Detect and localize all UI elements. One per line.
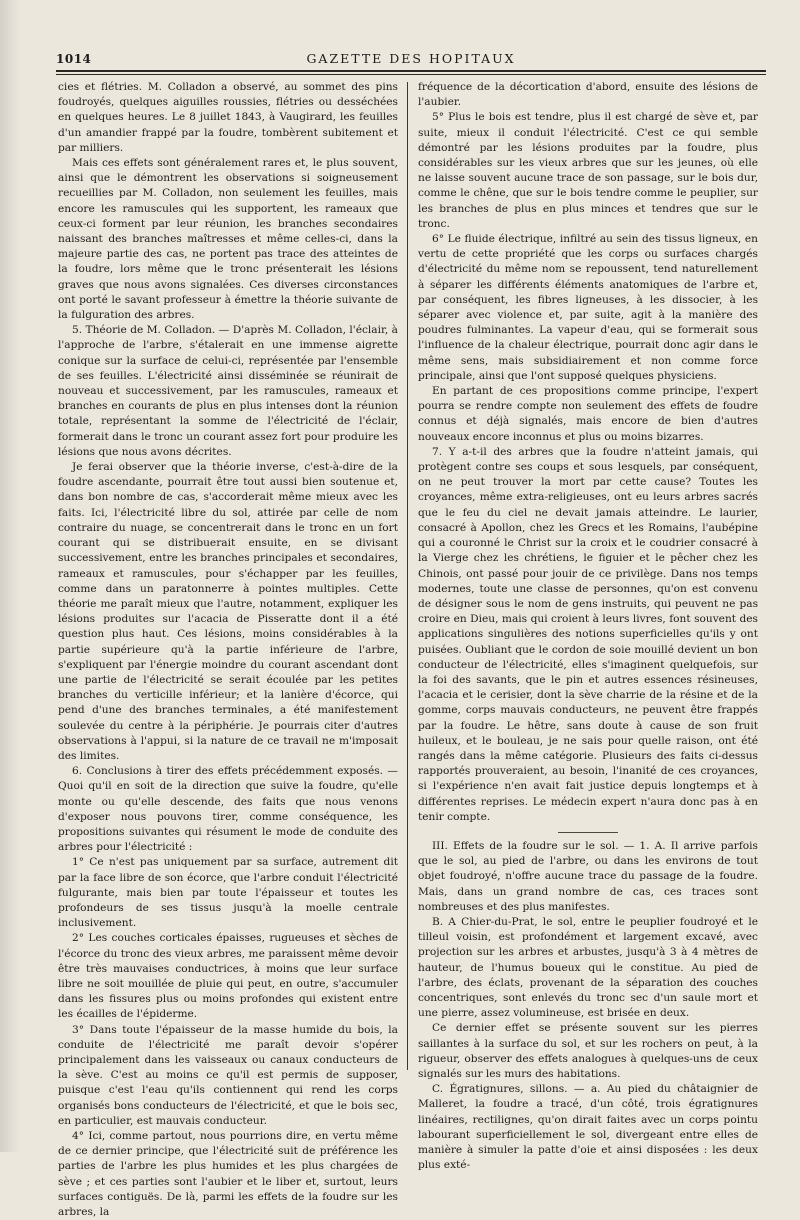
paragraph: Ce dernier effet se présente souvent sur les pierres saillantes à la surface du sol, et sur les rochers on peut, à la rigueur, observer des effets analogues à quelques-uns de ceux signalés sur les murs des habitations. bbox=[418, 1022, 758, 1080]
paragraph: 1° Ce n'est pas uniquement par sa surface, autrement dit par la face libre de son écorce, que l'arbre conduit l'électricité fulgurante, mais bien par toute l'épaisseur et toutes les profondeurs de ses tissus jusqu'à la moelle centrale inclusivement. bbox=[58, 856, 398, 930]
paragraph: 2° Les couches corticales épaisses, rugueuses et sèches de l'écorce du tronc des vieux arbres, me paraissent même devoir être très mauvaises conductrices, à moins que leur surface libre ne soit mouillée de pluie qui peut, en outre, s'accumuler dans les fissures plus ou moins profondes qui existent entre les écailles de l'épiderme. bbox=[58, 932, 398, 1021]
paragraph: 3° Dans toute l'épaisseur de la masse humide du bois, la conduite de l'électricité me paraît devoir s'opérer principalement dans les vaisseaux ou canaux conducteurs de la sève. C'est au moins ce qu'il est permis de supposer, puisque c'est l'eau qu'ils contiennent qui rend les corps organisés bons conducteurs de l'électricité, et que le bois sec, en particulier, est mauvais conducteur. bbox=[58, 1023, 398, 1127]
column-divider bbox=[407, 82, 408, 1070]
paragraph: Mais ces effets sont généralement rares et, le plus souvent, ainsi que le démontrent les observations si soigneusement recueillies par M. Colladon, non seulement les feuilles, mais encore les ramuscules qui les supportent, les rameaux que ceux-ci forment par leur réunion, les branches secondaires naissant des branches maîtresses et même celles-ci, dans la majeure partie des cas, ne portent pas trace des atteintes de la foudre, lors même que le tronc présenterait les lésions graves que nous avons signalées. Ces diverses circonstances ont porté le savant professeur à émettre la théorie suivante de la fulguration des arbres. bbox=[58, 157, 398, 322]
page-header bbox=[56, 44, 766, 66]
paragraph: 5. Théorie de M. Colladon. — D'après M. Colladon, l'éclair, à l'approche de l'arbre, s'étalerait en une immense aigrette conique sur la surface de celui-ci, représentée par l'ensemble de ses feuilles. L'électricité ainsi disséminée se réunirait de nouveau et successivement, par les ramuscules, rameaux et branches en courants de plus en plus intenses dont la réunion totale, représentant la somme de l'électricité de l'éclair, formerait dans le tronc un courant assez fort pour produire les lésions que nous avons décrites. bbox=[58, 324, 398, 458]
header-rule-thin bbox=[56, 74, 766, 75]
left-column bbox=[58, 80, 398, 1219]
paragraph: III. Effets de la foudre sur le sol. — 1. A. Il arrive parfois que le sol, au pied de l'arbre, ou dans les environs de tout objet foudroyé, n'offre aucune trace du passage de la foudre. Mais, dans un grand nombre de cas, ces traces sont nombreuses et des plus manifestes. bbox=[418, 839, 758, 913]
paragraph: 6. Conclusions à tirer des effets précédemment exposés. — Quoi qu'il en soit de la direction que suive la foudre, qu'elle monte ou qu'elle descende, des faits que nous venons d'exposer nous pouvons tirer, comme conséquence, les propositions suivantes qui résument le mode de conduite des arbres pour l'électricité : bbox=[58, 765, 398, 854]
paragraph: Je ferai observer que la théorie inverse, c'est-à-dire de la foudre ascendante, pourrait être tout aussi bien soutenue et, dans bon nombre de cas, s'accorderait même mieux avec les faits. Ici, l'électricité libre du sol, attirée par celle de nom contraire du nuage, se concentrerait dans le tronc en un fort courant qui se distribuerait ensuite, en se divisant successivement, entre les branches principales et secondaires, rameaux et ramuscules, pour s'échapper par les feuilles, comme dans un paratonnerre à pointes multiples. Cette théorie me paraît mieux que l'autre, notamment, expliquer les lésions produites sur l'acacia de Pisseratte dont il a été question plus haut. Ces lésions, moins considérables à la partie supérieure qu'à la partie inférieure de l'arbre, s'expliquent par l'énergie moindre du courant ascendant dont une partie de l'électricité se serait écoulée par les petites branches du verticille inférieur; et la lanière d'écorce, qui pend d'une des branches terminales, a été manifestement soulevée du centre à la périphérie. Je pourrais citer d'autres observations à l'appui, si la nature de ce travail ne m'imposait des limites. bbox=[58, 461, 398, 762]
paragraph: fréquence de la décortication d'abord, ensuite des lésions de l'aubier. bbox=[418, 81, 758, 109]
paragraph: C. Égratignures, sillons. — a. Au pied du châtaignier de Malleret, la foudre a tracé, d'un côté, trois égratignures linéaires, rectilignes, qu'on dirait faites avec un corps pointu labourant superficiellement le sol, divergeant entre elles de manière à simuler la patte d'oie et ainsi disposées : les deux plus exté- bbox=[418, 1083, 758, 1172]
paragraph: cies et flétries. M. Colladon a observé, au sommet des pins foudroyés, quelques aiguilles roussies, flétries ou desséchées en quelques heures. Le 8 juillet 1843, à Vaugirard, les feuilles d'un amandier frappé par la foudre, tombèrent subitement et par milliers. bbox=[58, 81, 398, 154]
section-separator bbox=[558, 832, 618, 833]
header-rule-thick bbox=[56, 70, 766, 72]
paragraph: 7. Y a-t-il des arbres que la foudre n'atteint jamais, qui protègent contre ses coups et sous lesquels, par conséquent, on ne peut trouver la mort par cette cause? Toutes les croyances, même extra-religieuses, ont eu leurs arbres sacrés que le feu du ciel ne devait jamais atteindre. Le laurier, consacré à Apollon, chez les Grecs et les Romains, l'aubépine qui a couronné le Christ sur la croix et le coudrier consacré à la Vierge chez les chrétiens, le figuier et le pêcher chez les Chinois, ont passé pour jouir de ce privilège. Dans nos temps modernes, toute une classe de personnes, qu'on est convenu de désigner sous le nom de gens instruits, qui peuvent ne pas croire en Dieu, mais qui croient à leurs livres, font souvent des applications singulières des notions superficielles qu'ils y ont puisées. Oubliant que le cordon de soie mouillé devient un bon conducteur de l'électricité, elles s'imaginent quelquefois, sur la foi des savants, que le pin et autres essences résineuses, l'acacia et le cerisier, dont la sève charrie de la résine et de la gomme, corps mauvais conducteurs, ne peuvent être frappés par la foudre. Le hêtre, sans doute à cause de son fruit huileux, et le bouleau, je ne sais pour quelle raison, ont été rangés dans la même catégorie. Plusieurs des faits ci-dessus rapportés prouveraient, au besoin, l'inanité de ces croyances, si l'expérience n'en avait fait justice depuis longtemps et à différentes reprises. Le médecin expert n'aura donc pas à en tenir compte. bbox=[418, 445, 758, 823]
paragraph: B. A Chier-du-Prat, le sol, entre le peuplier foudroyé et le tilleul voisin, est profondément et largement excavé, avec projection sur les arbres et arbustes, jusqu'à 3 à 4 mètres de hauteur, de l'humus boueux qui le constitue. Au pied de l'arbre, des éclats, provenant de la séparation des couches concentriques, sont enlevés du tronc sec d'un saule mort et une pierre, assez volumineuse, est brisée en deux. bbox=[418, 915, 758, 1020]
paragraph: En partant de ces propositions comme principe, l'expert pourra se rendre compte non seulement des effets de foudre connus et déjà signalés, mais encore de bien d'autres nouveaux encore inconnus et plus ou moins bizarres. bbox=[418, 385, 758, 443]
paragraph: 6° Le fluide électrique, infiltré au sein des tissus ligneux, en vertu de cette propriété que les corps ou surfaces chargés d'électricité du même nom se repoussent, tend naturellement à séparer les différents éléments anatomiques de l'arbre et, par conséquent, les fibres ligneuses, à les dissocier, à les séparer avec violence et, par suite, agit à la manière des poudres fulminantes. La vapeur d'eau, qui se formerait sous l'influence de la chaleur électrique, pourrait donc agir dans le même sens, mais subsidiairement et non comme force principale, ainsi que l'ont supposé quelques physiciens. bbox=[418, 233, 758, 382]
paragraph: 4° Ici, comme partout, nous pourrions dire, en vertu même de ce dernier principe, que l'électricité suit de préférence les parties de l'arbre les plus humides et les plus chargées de sève ; et ces parties sont l'aubier et le liber et, surtout, leurs surfaces contiguës. De là, parmi les effets de la foudre sur les arbres, la bbox=[58, 1130, 398, 1219]
running-head: GAZETTE DES HOPITAUX bbox=[306, 51, 516, 66]
paragraph: 5° Plus le bois est tendre, plus il est chargé de sève et, par suite, mieux il conduit l'électricité. C'est ce qui semble démontré par les lésions produites par la foudre, plus considérables sur les vieux arbres que sur les jeunes, où elle ne laisse souvent aucune trace de son passage, sur le bois dur, comme le chêne, que sur le bois tendre comme le peuplier, sur les branches de plus en plus minces et tendres que sur le tronc. bbox=[418, 111, 758, 230]
page-fold-shadow bbox=[0, 0, 20, 1152]
right-column bbox=[418, 80, 758, 1172]
page-number: 1014 bbox=[56, 52, 92, 66]
